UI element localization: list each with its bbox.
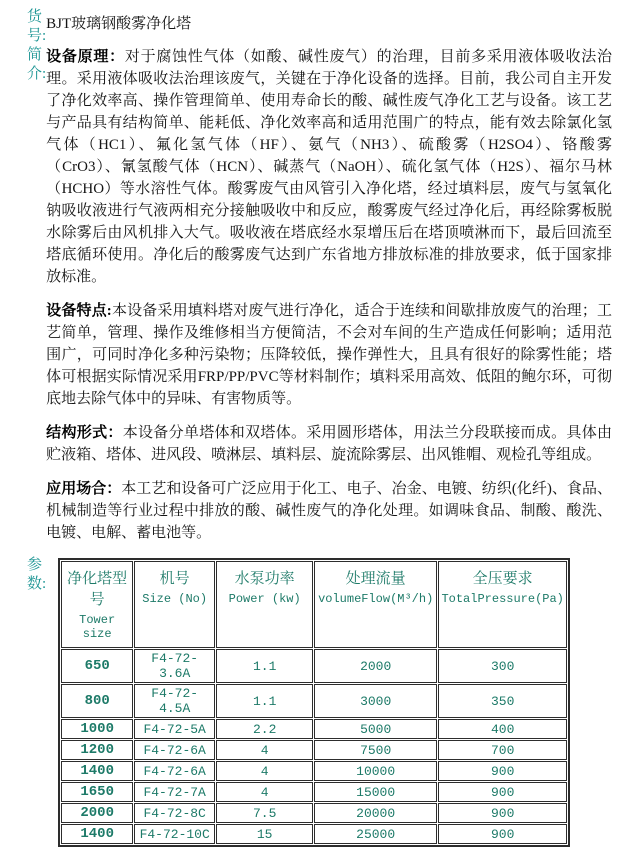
table-row <box>61 824 567 844</box>
cell-total-pressure: 300 <box>438 649 567 683</box>
item-number-label <box>0 8 46 46</box>
specs-table <box>58 558 570 847</box>
features-paragraph <box>46 300 612 410</box>
cell-total-pressure: 900 <box>438 782 567 802</box>
cell-volume-flow: 5000 <box>314 719 437 739</box>
introduction-label <box>0 46 46 84</box>
item-number-label-line: 货 <box>27 9 43 25</box>
specs-header-row <box>61 561 567 648</box>
cell-power: 4 <box>216 761 313 781</box>
application-heading: 应用场合： <box>46 481 122 497</box>
header-zh: 净化塔型号 <box>67 571 128 608</box>
header-en: TotalPressure(Pa) <box>441 592 564 606</box>
header-en: Power (kw) <box>228 592 301 606</box>
cell-tower-size: 1000 <box>61 719 133 739</box>
cell-total-pressure: 900 <box>438 761 567 781</box>
cell-tower-size: 2000 <box>61 803 133 823</box>
cell-tower-size: 1400 <box>61 824 133 844</box>
table-row <box>61 782 567 802</box>
cell-size-no: F4-72-7A <box>134 782 215 802</box>
principle-paragraph <box>46 46 612 288</box>
cell-total-pressure: 700 <box>438 740 567 760</box>
cell-power: 2.2 <box>216 719 313 739</box>
cell-size-no: F4-72-4.5A <box>134 684 215 718</box>
structure-text: 本设备分单塔体和双塔体。采用圆形塔体，用法兰分段联接而成。具体由贮液箱、塔体、进风段、喷淋层、填料层、旋流除雾层、出风锥帽、观检孔等组成。 <box>46 425 612 463</box>
cell-volume-flow: 10000 <box>314 761 437 781</box>
header-en: Size (No) <box>142 592 208 606</box>
cell-tower-size: 800 <box>61 684 133 718</box>
item-number-row <box>0 8 637 46</box>
parameters-label <box>0 556 46 594</box>
principle-text: 对于腐蚀性气体（如酸、碱性废气）的治理，目前多采用液体吸收法治理。采用液体吸收法治理该废气，关键在于净化设备的选择。目前，我公司自主开发了净化效率高、操作管理简单、使用寿命长的酸、碱性废气净化工艺与设备。该工艺与产品具有结构简单、能耗低、净化效率高和适用范围广的特点，能有效去除氯化氢气体（HC1）、氟化氢气体（HF）、氨气（NH3）、硫酸雾（H2SO4）、铬酸雾（CrO3）、氰氢酸气体（HCN）、碱蒸气（NaOH）、硫化氢气体（H2S）、福尔马林（HCHO）等水溶性气体。酸雾废气由风管引入净化塔，经过填料层，废气与氢氧化钠吸收液进行气液两相充分接触吸收中和反应，酸雾废气经过净化后，再经除雾板脱水除雾后由风机排入大气。吸收液在塔底经水泵增压后在塔顶喷淋而下，最后回流至塔底循环使用。净化后的酸雾废气达到广东省地方排放标准的排放要求，低于国家排放标准。 <box>46 49 612 285</box>
header-en: Tower size <box>79 613 116 641</box>
header-cell-size-no <box>134 561 215 648</box>
cell-power: 1.1 <box>216 649 313 683</box>
header-cell-volume-flow <box>314 561 437 648</box>
introduction-label-line: 简 <box>27 47 43 63</box>
table-row <box>61 740 567 760</box>
structure-heading: 结构形式： <box>46 425 123 441</box>
cell-size-no: F4-72-3.6A <box>134 649 215 683</box>
introduction-content <box>46 46 637 556</box>
parameters-label-line: 数: <box>27 576 47 592</box>
table-row <box>61 684 567 718</box>
cell-volume-flow: 2000 <box>314 649 437 683</box>
header-cell-tower-size <box>61 561 133 648</box>
item-number-content <box>46 8 637 35</box>
cell-size-no: F4-72-6A <box>134 761 215 781</box>
cell-size-no: F4-72-10C <box>134 824 215 844</box>
header-cell-power <box>216 561 313 648</box>
cell-volume-flow: 15000 <box>314 782 437 802</box>
table-row <box>61 761 567 781</box>
table-row <box>61 803 567 823</box>
cell-volume-flow: 7500 <box>314 740 437 760</box>
cell-tower-size: 1650 <box>61 782 133 802</box>
cell-size-no: F4-72-6A <box>134 740 215 760</box>
cell-tower-size: 1400 <box>61 761 133 781</box>
application-text: 本工艺和设备可广泛应用于化工、电子、冶金、电镀、纺织(化纤)、食品、机械制造等行业过程中排放的酸、碱性废气的净化处理。如调味食品、制酸、酸洗、电镀、电解、蓄电池等。 <box>46 481 612 541</box>
features-text: 本设备采用填料塔对废气进行净化，适合于连续和间歇排放废气的治理；工艺简单，管理、操作及维修相当方便简洁，不会对车间的生产造成任何影响；适用范围广，可同时净化多种污染物；压降较低，操作弹性大，且具有很好的除雾性能；塔体可根据实际情况采用FRP/PP/PVC等材料制作；填料采用高效、低阻的鲍尔环，可彻底地去除气体中的异味、有害物质等。 <box>46 303 612 407</box>
parameters-row <box>0 556 637 847</box>
item-number-label-line: 号: <box>27 28 47 44</box>
parameters-content <box>46 556 637 847</box>
cell-tower-size: 1200 <box>61 740 133 760</box>
introduction-label-line: 介: <box>27 66 47 82</box>
cell-power: 7.5 <box>216 803 313 823</box>
cell-size-no: F4-72-8C <box>134 803 215 823</box>
cell-volume-flow: 20000 <box>314 803 437 823</box>
header-en: volumeFlow(M³/h) <box>318 592 434 606</box>
cell-power: 4 <box>216 782 313 802</box>
parameters-label-line: 参 <box>27 557 43 573</box>
cell-tower-size: 650 <box>61 649 133 683</box>
principle-heading: 设备原理： <box>46 49 125 65</box>
cell-size-no: F4-72-5A <box>134 719 215 739</box>
cell-power: 1.1 <box>216 684 313 718</box>
table-row <box>61 649 567 683</box>
cell-power: 15 <box>216 824 313 844</box>
cell-total-pressure: 900 <box>438 824 567 844</box>
table-row <box>61 719 567 739</box>
header-zh: 水泵功率 <box>234 571 295 587</box>
header-zh: 处理流量 <box>345 571 406 587</box>
cell-power: 4 <box>216 740 313 760</box>
header-cell-total-pressure <box>438 561 567 648</box>
introduction-row <box>0 46 637 556</box>
cell-volume-flow: 25000 <box>314 824 437 844</box>
structure-paragraph <box>46 422 612 466</box>
header-zh: 机号 <box>159 571 190 587</box>
cell-total-pressure: 400 <box>438 719 567 739</box>
cell-total-pressure: 900 <box>438 803 567 823</box>
cell-volume-flow: 3000 <box>314 684 437 718</box>
header-zh: 全压要求 <box>472 571 533 587</box>
application-paragraph <box>46 478 612 544</box>
features-heading: 设备特点: <box>46 303 112 319</box>
product-title: BJT玻璃钢酸雾净化塔 <box>46 16 192 32</box>
cell-total-pressure: 350 <box>438 684 567 718</box>
